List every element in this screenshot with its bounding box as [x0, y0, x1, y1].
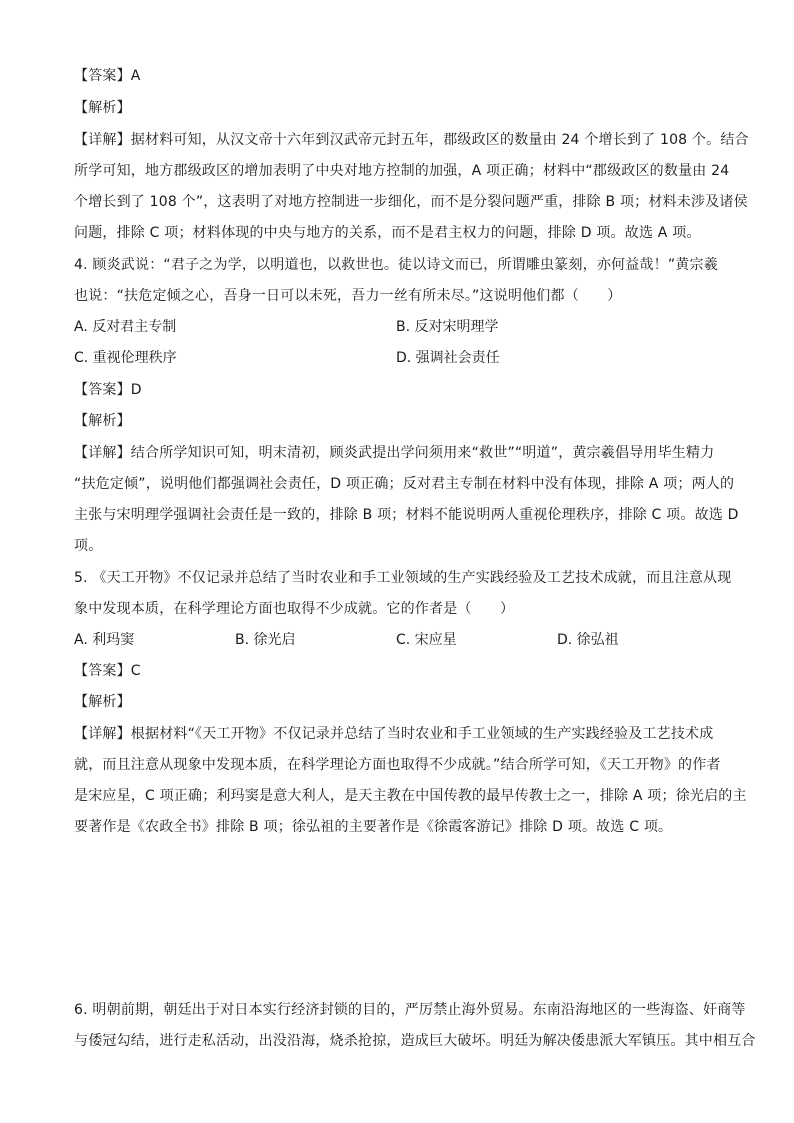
q5-answer: 【答案】C	[74, 663, 141, 679]
q5-option-c: C. 宋应星	[396, 632, 457, 648]
q5-stem-line: 5. 《天工开物》不仅记录并总结了当时农业和手工业领域的生产实践经验及工艺技术成就，而且注意从现	[74, 570, 732, 586]
q6-stem-line: 与倭冠勾结，进行走私活动，出没沿海，烧杀抢掠，造成巨大破坏。明廷为解决倭患派大军镇压。其中相互合	[74, 1033, 756, 1049]
q3-detail-line: 所学可知，地方郡级政区的增加表明了中央对地方控制的加强，A 项正确；材料中“郡级政区的数量由 24	[74, 163, 730, 179]
q5-detail-line: 要著作是《农政全书》排除 B 项；徐弘祖的主要著作是《徐霞客游记》排除 D 项。故选 C 项。	[74, 819, 673, 835]
q5-option-d: D. 徐弘祖	[557, 632, 619, 648]
q5-detail-line: 是宋应星，C 项正确；利玛窦是意大利人，是天主教在中国传教的最早传教士之一，排除 A 项；徐光启的主	[74, 788, 747, 804]
q5-stem-line: 象中发现本质，在科学理论方面也取得不少成就。它的作者是（ ）	[74, 601, 515, 617]
q5-analysis-heading: 【解析】	[74, 694, 131, 710]
q5-detail-line: 就，而且注意从现象中发现本质，在科学理论方面也取得不少成就。”结合所学可知，《天工开物》的作者	[74, 757, 721, 773]
q5-option-b: B. 徐光启	[235, 632, 296, 648]
q3-answer: 【答案】A	[74, 68, 141, 84]
q4-detail-line: 主张与宋明理学强调社会责任是一致的，排除 B 项；材料不能说明两人重视伦理秩序，排除 C 项。故选 D	[74, 507, 739, 523]
q3-detail-line: 个增长到了 108 个”，这表明了对地方控制进一步细化，而不是分裂问题严重，排除 B 项；材料未涉及诸侯	[74, 194, 748, 210]
q4-detail-line: “扶危定倾”，说明他们都强调社会责任，D 项正确；反对君主专制在材料中没有体现，排除 A 项；两人的	[74, 476, 735, 492]
q4-detail-line: 项。	[74, 538, 103, 554]
q4-option-d: D. 强调社会责任	[396, 350, 500, 366]
q5-option-a: A. 利玛窦	[74, 632, 135, 648]
q6-stem-line: 6. 明朝前期，朝廷出于对日本实行经济封锁的目的，严厉禁止海外贸易。东南沿海地区的一些海盗、奸商等	[74, 1002, 746, 1018]
q4-stem-line: 4. 顾炎武说：“君子之为学，以明道也，以救世也。徒以诗文而已，所谓雕虫篆刻，亦何益哉！”黄宗羲	[74, 257, 718, 273]
q4-analysis-heading: 【解析】	[74, 413, 131, 429]
q4-option-a: A. 反对君主专制	[74, 319, 177, 335]
q3-analysis-heading: 【解析】	[74, 100, 131, 116]
q3-detail-line: 问题，排除 C 项；材料体现的中央与地方的关系，而不是君主权力的问题，排除 D 项。故选 A 项。	[74, 225, 701, 241]
q4-detail-line: 【详解】结合所学知识可知，明末清初，顾炎武提出学问须用来“救世”“明道”，黄宗羲倡导用毕生精力	[74, 445, 715, 461]
q3-detail-line: 【详解】据材料可知，从汉文帝十六年到汉武帝元封五年，郡级政区的数量由 24 个增长到了 108 个。结合	[74, 132, 749, 148]
q4-option-b: B. 反对宋明理学	[396, 319, 499, 335]
q4-option-c: C. 重视伦理秩序	[74, 350, 177, 366]
q4-answer: 【答案】D	[74, 382, 142, 398]
q5-detail-line: 【详解】根据材料“《天工开物》不仅记录并总结了当时农业和手工业领域的生产实践经验及工艺技术成	[74, 726, 714, 742]
q4-stem-line: 也说：“扶危定倾之心，吾身一日可以未死，吾力一丝有所未尽。”这说明他们都（ ）	[74, 288, 622, 304]
